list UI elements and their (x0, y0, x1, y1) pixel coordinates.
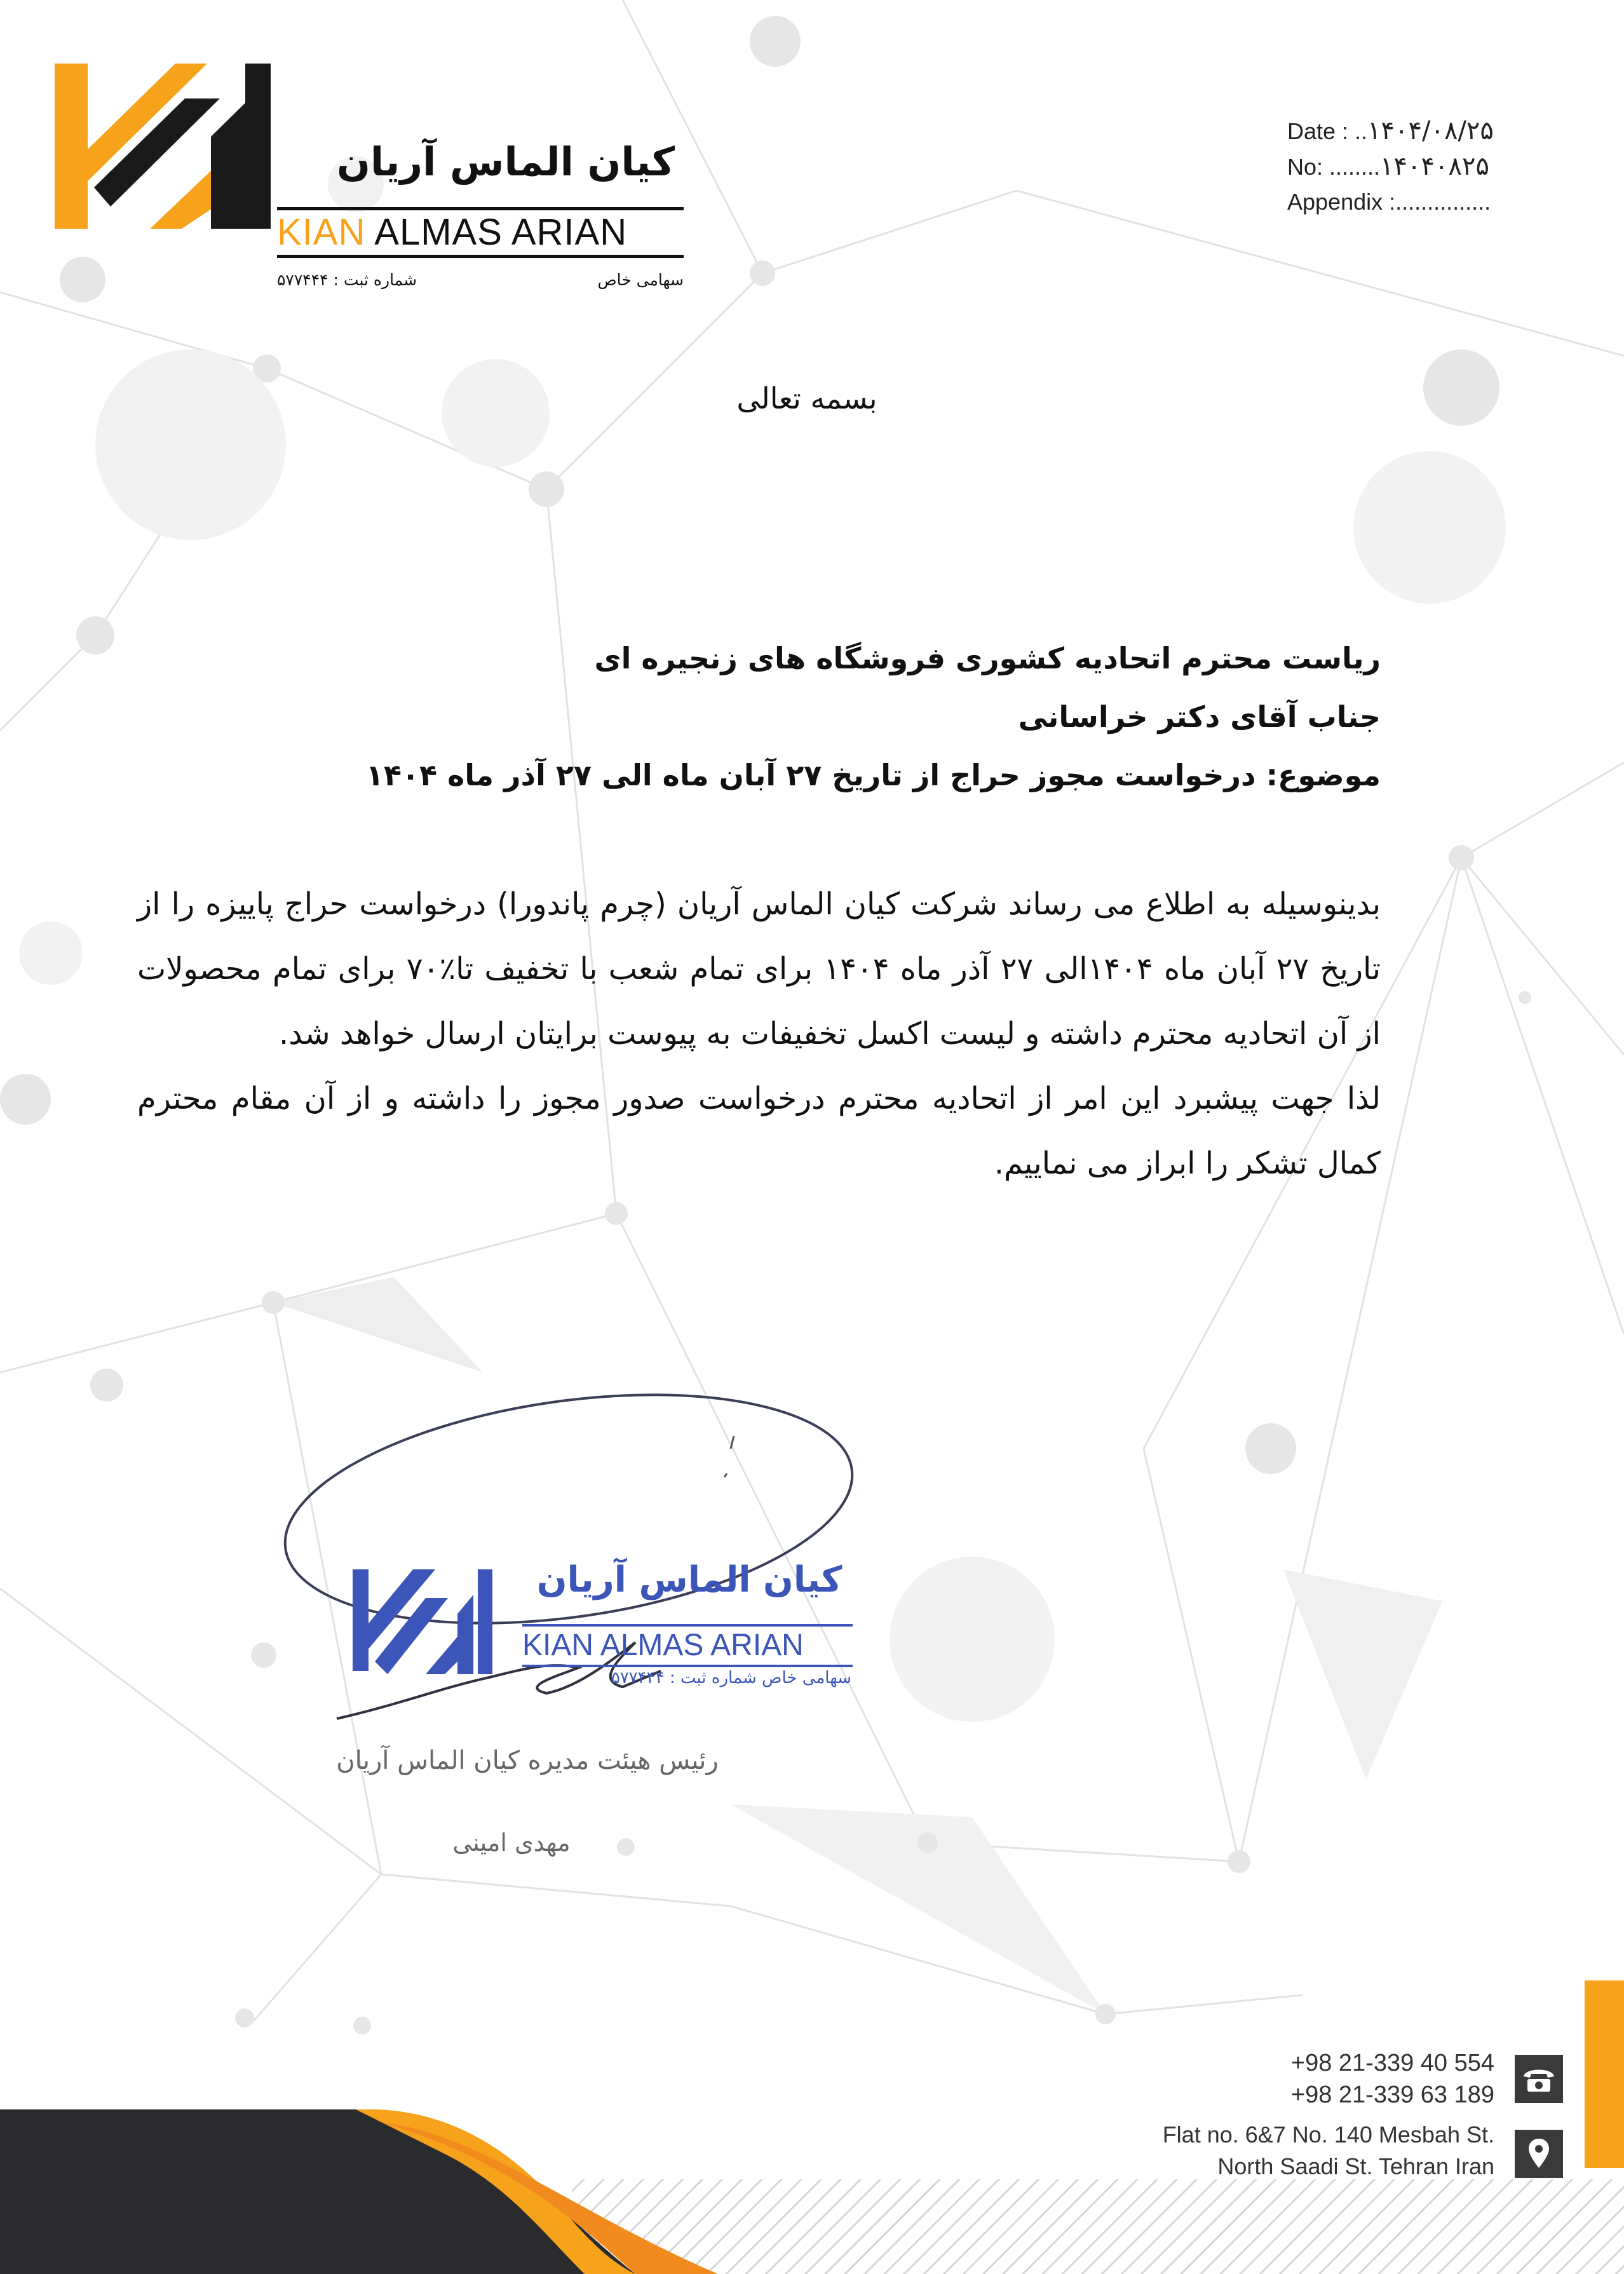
stamp-name-en: KIAN ALMAS ARIAN (522, 1624, 853, 1667)
logo-name-en-kian: KIAN (277, 212, 366, 253)
stamp-registration: سهامی خاص شماره ثبت : ۵۷۷۴۴۴ (611, 1668, 851, 1688)
logo-name-en-rest: ALMAS ARIAN (374, 212, 628, 253)
signatory-name: مهدی امینی (452, 1829, 571, 1857)
date-row (1287, 113, 1586, 149)
company-type: سهامی خاص (597, 271, 684, 289)
letter-body (137, 872, 1381, 1196)
logo-name-en (277, 207, 684, 258)
letter-meta (1287, 113, 1586, 220)
body-paragraph-1: بدینوسیله به اطلاع می رساند شرکت کیان الماس آریان (چرم پاندورا) درخواست حراج پاییزه را از تاریخ ۲۷ آبان ماه ۱۴۰۴الی ۲۷ آذر ماه ۱۴۰۴ برای تمام شعب با تخفیف تا٪۷۰ برای تمام محصولات از آن اتحادیه محترم داشته و لیست اکسل تخفیفات به پیوست برایتان ارسال خواهد شد. (137, 886, 1381, 1052)
date-label: Date : .. (1287, 118, 1368, 144)
recipient-title: ریاست محترم اتحادیه کشوری فروشگاه های زنجیره ای (594, 641, 1381, 675)
appendix-row (1287, 184, 1586, 220)
registration-number: شماره ثبت : ۵۷۷۴۴۴ (277, 271, 417, 289)
letter-subject: موضوع: درخواست مجوز حراج از تاریخ ۲۷ آبان ماه الی ۲۷ آذر ماه ۱۴۰۴ (365, 758, 1381, 792)
stamp-name-fa: کیان الماس آریان (536, 1559, 842, 1601)
company-logo (55, 64, 684, 289)
footer-wave-decoration (0, 2109, 1624, 2274)
bismillah-heading: بسمه تعالی (736, 381, 877, 416)
address-line-1: Flat no. 6&7 No. 140 Mesbah St. (1162, 2122, 1494, 2148)
body-paragraph-2: لذا جهت پیشبرد این امر از اتحادیه محترم درخواست صدور مجوز را داشته و از آن مقام محترم کمال تشکر را ابراز می نماییم. (137, 1081, 1381, 1181)
appendix-label: Appendix :............... (1287, 189, 1491, 215)
phone-numbers (1050, 2047, 1494, 2111)
phone-number-1: +98 21-339 40 554 (1290, 2050, 1494, 2076)
kaa-logo-mark (55, 64, 271, 229)
phone-icon (1515, 2055, 1563, 2103)
signatory-role: رئیس هیئت مدیره کیان الماس آریان (336, 1746, 719, 1775)
logo-name-fa: کیان الماس آریان (336, 139, 675, 185)
address-line-2: North Saadi St. Tehran Iran (1217, 2153, 1494, 2179)
recipient-name: جناب آقای دکتر خراسانی (1018, 700, 1381, 734)
recipient-block (191, 629, 1381, 804)
logo-registration (277, 271, 684, 292)
number-label: No: ........ (1287, 154, 1381, 180)
phone-number-2: +98 21-339 63 189 (1290, 2081, 1494, 2108)
number-row (1287, 149, 1586, 184)
number-value: ۱۴۰۴۰۸۲۵ (1380, 152, 1489, 181)
date-value: ۱۴۰۴/۰۸/۲۵ (1367, 116, 1494, 146)
